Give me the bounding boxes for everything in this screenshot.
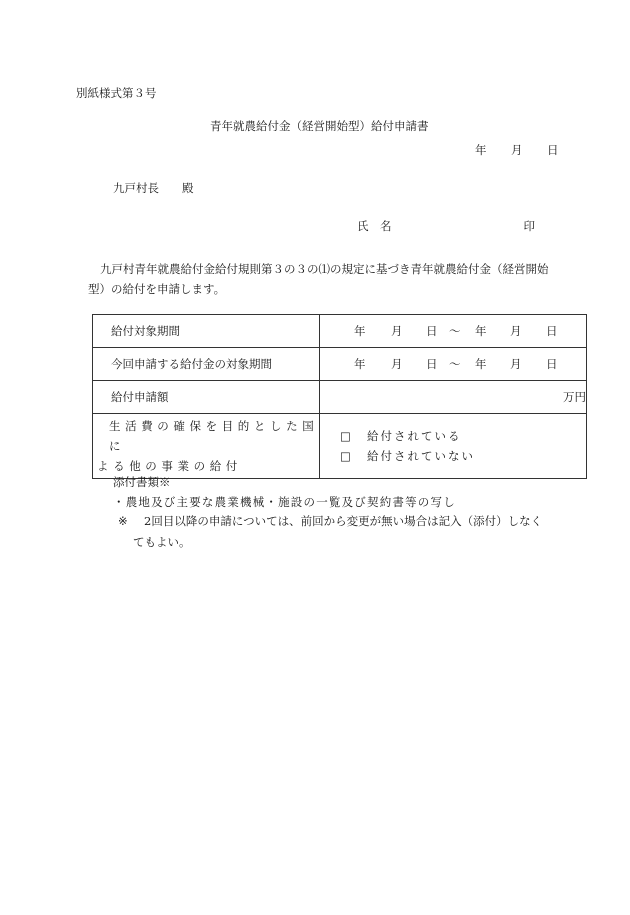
checkbox-icon[interactable]: □ <box>340 429 351 443</box>
attachment-item: ・農地及び主要な農業機械・施設の一覧及び契約書等の写し <box>113 495 456 509</box>
amount-field[interactable] <box>320 381 587 414</box>
other-benefit-options <box>320 414 587 479</box>
application-table <box>92 314 587 479</box>
current-period-label: 今回申請する給付金の対象期間 <box>93 348 320 381</box>
attachment-note <box>118 516 542 528</box>
table-row <box>93 348 587 381</box>
other-benefit-label-line2: よる他の事業の給付 <box>97 459 242 473</box>
addressee: 九戸村長 殿 <box>113 181 194 195</box>
table-row <box>93 414 587 479</box>
current-end-year: 年 <box>475 357 487 371</box>
benefit-period-field[interactable] <box>320 315 587 348</box>
period-tilde: ～ <box>449 324 461 338</box>
period-label: 給付対象期間 <box>93 315 320 348</box>
option-received[interactable] <box>340 426 586 446</box>
table-row <box>93 381 587 414</box>
option-received-label: 給付されている <box>367 429 462 443</box>
period-start-year: 年 <box>354 324 366 338</box>
current-tilde: ～ <box>449 357 461 371</box>
checkbox-icon[interactable]: □ <box>340 449 351 463</box>
note-line1: 2回目以降の申請については、前回から変更が無い場合は記入（添付）しなく <box>144 514 543 528</box>
current-end-month: 月 <box>510 357 522 371</box>
applicant-name-line <box>357 221 535 233</box>
period-end-year: 年 <box>475 324 487 338</box>
period-end-day: 日 <box>546 324 558 338</box>
other-benefit-label <box>93 414 320 479</box>
date-line <box>475 145 559 157</box>
note-line2: てもよい。 <box>133 535 191 549</box>
current-end-day: 日 <box>546 357 558 371</box>
document-title: 青年就農給付金（経営開始型）給付申請書 <box>210 119 429 133</box>
seal-label: 印 <box>523 219 535 233</box>
name-label: 氏 名 <box>357 219 392 233</box>
amount-unit: 万円 <box>563 390 586 404</box>
attachments-heading: 添付書類※ <box>113 475 171 489</box>
date-year-label: 年 <box>475 143 487 157</box>
amount-label: 給付申請額 <box>93 381 320 414</box>
period-start-day: 日 <box>426 324 438 338</box>
date-day-label: 日 <box>547 143 559 157</box>
option-not-received-label: 給付されていない <box>367 449 475 463</box>
body-paragraph: 九戸村青年就農給付金給付規則第３の３の⑴の規定に基づき青年就農給付金（経営開始型）の給付を申請します。 <box>88 262 549 296</box>
current-start-year: 年 <box>354 357 366 371</box>
current-period-field[interactable] <box>320 348 587 381</box>
note-mark: ※ <box>118 514 128 528</box>
form-number: 別紙様式第３号 <box>76 86 157 100</box>
current-start-day: 日 <box>426 357 438 371</box>
table-row <box>93 315 587 348</box>
date-month-label: 月 <box>511 143 523 157</box>
current-start-month: 月 <box>391 357 403 371</box>
other-benefit-label-line1: 生活費の確保を目的とした国に <box>109 419 319 453</box>
option-not-received[interactable] <box>340 446 586 466</box>
period-start-month: 月 <box>391 324 403 338</box>
period-end-month: 月 <box>510 324 522 338</box>
